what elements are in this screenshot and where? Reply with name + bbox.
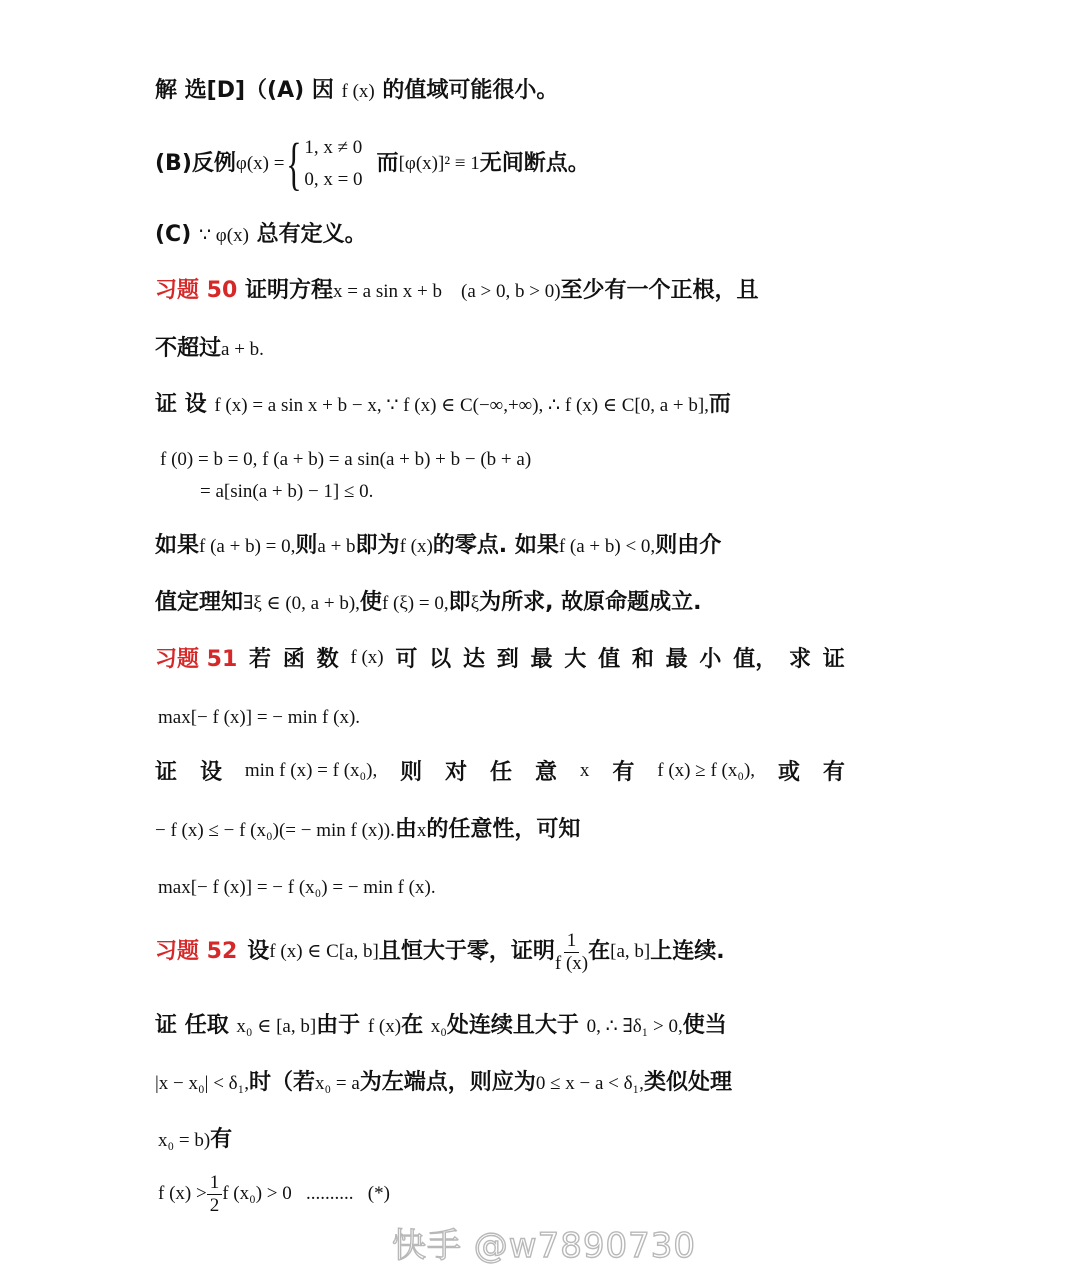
fraction: $\frac{1}{2}$: [207, 1172, 223, 1217]
proof-50-math-2: = a[sin(a + b) − 1] ≤ 0.: [200, 481, 374, 502]
exercise-50-heading-cont: 不超过a + b.: [155, 336, 264, 361]
solution-line: 解 选[D]（(A) 因 f (x) 的值域可能很小。: [155, 78, 559, 103]
proof-52-line-1: 证 任取 x₀ ∈ [a, b]由于 f (x)在 x₀处连续且大于 0, ∴ ∃δ₁ > 0,使当: [155, 1013, 727, 1038]
option-c-line: (C) ∵ φ(x) 总有定义。: [155, 222, 367, 247]
exercise-51-heading: 习题 51 若 函 数 f (x) 可 以 达 到 最 大 值 和 最 小 值， 求 证: [155, 647, 845, 672]
proof-51-line-1: 证 设 min f (x) = f (x₀), 则 对 任 意 x 有 f (x) ≥ f (x₀), 或 有: [155, 760, 845, 785]
exercise-label: 习题 52: [155, 939, 238, 965]
watermark: 快手 @w7890730: [392, 1226, 697, 1266]
exercise-50-heading: 习题 50 证明方程x = a sin x + b (a > 0, b > 0)至少有一个正根，且: [155, 278, 759, 303]
proof-50-line-4: 值定理知∃ξ ∈ (0, a + b),使f (ξ) = 0,即ξ为所求, 故原命题成立.: [155, 590, 702, 615]
proof-51-line-2: − f (x) ≤ − f (x₀)(= − min f (x)).由x的任意性，可知: [155, 817, 581, 842]
proof-52-inequality: f (x) > $\frac{1}{2}$ f (x₀) > 0 .......... (*): [158, 1172, 390, 1216]
counterexample-line: (B)反例 φ(x) = { 1, x ≠ 0 0, x = 0 而 [φ(x)]² ≡ 1 无间断点。: [155, 131, 590, 196]
exercise-51-statement: max[− f (x)] = − min f (x).: [158, 707, 361, 728]
proof-52-line-3: x₀ = b)有: [158, 1127, 233, 1152]
proof-50-math-1: f (0) = b = 0, f (a + b) = a sin(a + b) + b − (b + a): [160, 449, 532, 470]
proof-51-conclusion: max[− f (x)] = − f (x₀) = − min f (x).: [158, 877, 436, 898]
piecewise-definition: { 1, x ≠ 0 0, x = 0: [286, 131, 363, 196]
fraction: $\frac{1}{f (x)}$: [554, 930, 589, 974]
proof-50-line-3: 如果f (a + b) = 0,则a + b即为f (x)的零点. 如果f (a + b) < 0,则由介: [155, 533, 722, 558]
proof-52-line-2: |x − x₀| < δ₁,时（若x₀ = a为左端点，则应为0 ≤ x − a < δ₁,类似处理: [155, 1070, 732, 1095]
exercise-label: 习题 51: [155, 647, 238, 672]
proof-50-line-1: 证 设 f (x) = a sin x + b − x, ∵ f (x) ∈ C(−∞,+∞), ∴ f (x) ∈ C[0, a + b],而: [155, 392, 731, 417]
exercise-label: 习题 50: [155, 278, 238, 303]
exercise-52-heading: 习题 52 设 f (x) ∈ C[a, b] 且恒大于零，证明 $\frac{1}{f (x)}$ 在 [a, b] 上连续.: [155, 930, 725, 974]
